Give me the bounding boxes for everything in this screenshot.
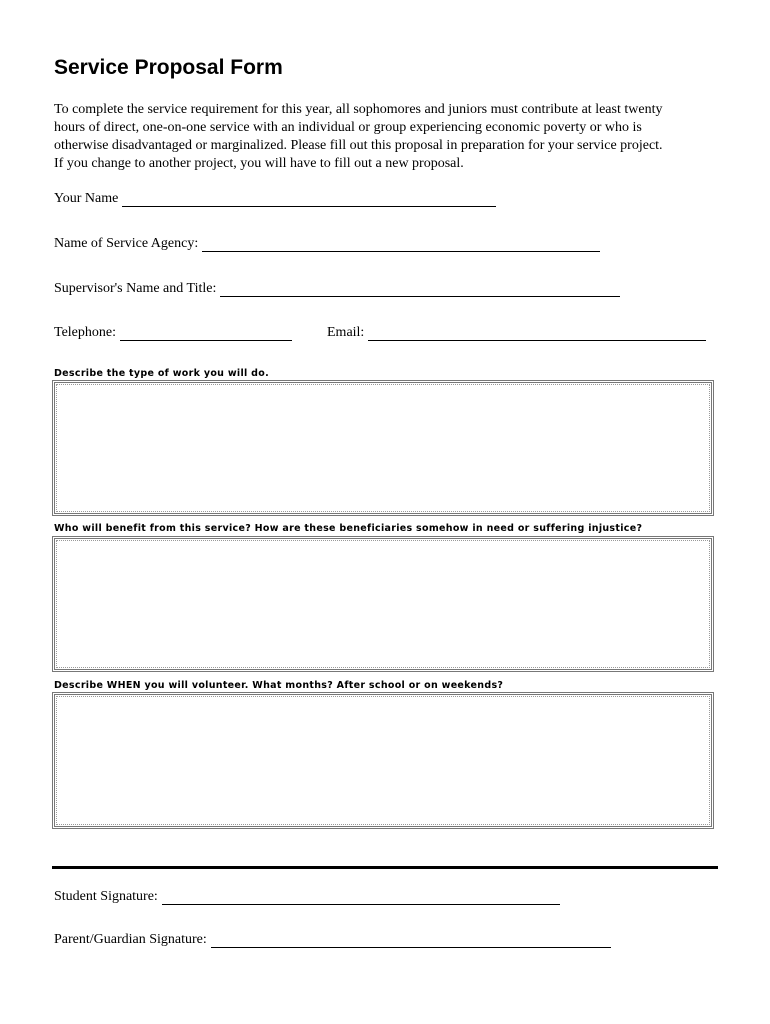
intro-paragraph bbox=[54, 101, 726, 173]
supervisor-label: Supervisor's Name and Title: bbox=[54, 281, 217, 296]
service-agency-label: Name of Service Agency: bbox=[54, 236, 199, 251]
email-field bbox=[327, 325, 706, 341]
your-name-field bbox=[54, 191, 496, 207]
intro-line: If you change to another project, you will have to fill out a new proposal. bbox=[54, 156, 464, 171]
supervisor-field bbox=[54, 281, 620, 297]
telephone-label: Telephone: bbox=[54, 325, 116, 340]
supervisor-input-line[interactable] bbox=[220, 282, 620, 297]
student-signature-field bbox=[54, 889, 560, 905]
work-type-textarea[interactable] bbox=[52, 380, 714, 516]
parent-signature-line[interactable] bbox=[211, 933, 611, 948]
service-agency-field bbox=[54, 236, 600, 252]
schedule-question: Describe WHEN you will volunteer. What months? After school or on weekends? bbox=[54, 680, 504, 691]
telephone-field bbox=[54, 325, 292, 341]
beneficiaries-textarea[interactable] bbox=[52, 536, 714, 672]
your-name-input-line[interactable] bbox=[122, 192, 496, 207]
section-divider bbox=[52, 866, 718, 869]
service-agency-input-line[interactable] bbox=[202, 237, 600, 252]
page-title: Service Proposal Form bbox=[54, 56, 283, 79]
work-type-question: Describe the type of work you will do. bbox=[54, 368, 270, 379]
student-signature-line[interactable] bbox=[162, 890, 560, 905]
email-input-line[interactable] bbox=[368, 326, 706, 341]
intro-line: hours of direct, one-on-one service with an individual or group experiencing economic poverty or who is bbox=[54, 120, 642, 135]
beneficiaries-question: Who will benefit from this service? How are these beneficiaries somehow in need or suffering injustice? bbox=[54, 523, 643, 534]
student-signature-label: Student Signature: bbox=[54, 889, 158, 904]
intro-line: otherwise disadvantaged or marginalized. Please fill out this proposal in preparation for your service project. bbox=[54, 138, 663, 153]
schedule-textarea[interactable] bbox=[52, 692, 714, 829]
your-name-label: Your Name bbox=[54, 191, 119, 206]
intro-line: To complete the service requirement for this year, all sophomores and juniors must contribute at least twenty bbox=[54, 102, 663, 117]
parent-signature-label: Parent/Guardian Signature: bbox=[54, 932, 207, 947]
telephone-input-line[interactable] bbox=[120, 326, 292, 341]
email-label: Email: bbox=[327, 325, 365, 340]
parent-signature-field bbox=[54, 932, 611, 948]
